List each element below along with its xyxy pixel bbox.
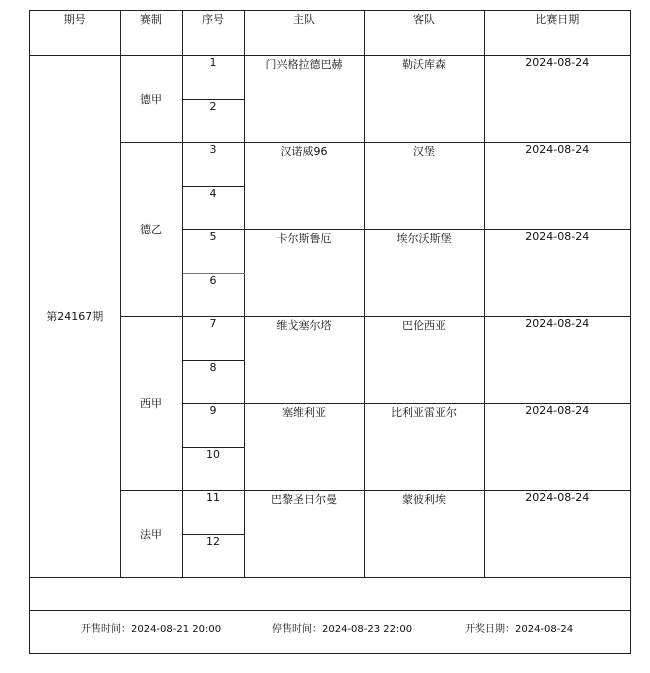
header-seq: 序号	[182, 11, 244, 55]
seq-cell: 6	[182, 273, 244, 316]
away-team: 汉堡	[364, 142, 484, 229]
seq-cell: 9	[182, 403, 244, 447]
seq-cell: 8	[182, 360, 244, 403]
league-cell: 德甲	[120, 55, 182, 142]
schedule-sheet	[29, 10, 631, 654]
header-issue: 期号	[30, 11, 120, 55]
seq-cell: 10	[182, 447, 244, 490]
away-team: 巴伦西亚	[364, 316, 484, 403]
issue-number: 第24167期	[30, 55, 120, 577]
away-team: 勒沃库森	[364, 55, 484, 142]
draw-date: 开奖日期：2024-08-24	[465, 624, 574, 635]
seq-cell: 2	[182, 99, 244, 142]
header-away: 客队	[364, 11, 484, 55]
away-team: 蒙彼利埃	[364, 490, 484, 577]
table-row	[30, 55, 630, 99]
blank-row	[30, 579, 630, 611]
match-date: 2024-08-24	[484, 316, 630, 403]
header-league: 赛制	[120, 11, 182, 55]
league-cell: 西甲	[120, 316, 182, 490]
match-date: 2024-08-24	[484, 490, 630, 577]
seq-cell: 11	[182, 490, 244, 534]
table-row	[30, 316, 630, 360]
match-date: 2024-08-24	[484, 55, 630, 142]
header-home: 主队	[244, 11, 364, 55]
home-team: 塞维利亚	[244, 403, 364, 490]
sale-info-footer	[30, 611, 630, 653]
match-date: 2024-08-24	[484, 229, 630, 316]
sale-stop-time: 停售时间：2024-08-23 22:00	[272, 624, 413, 635]
away-team: 比利亚雷亚尔	[364, 403, 484, 490]
home-team: 卡尔斯鲁厄	[244, 229, 364, 316]
header-date: 比赛日期	[484, 11, 630, 55]
seq-cell: 5	[182, 229, 244, 273]
header-row	[30, 11, 630, 55]
league-cell: 德乙	[120, 142, 182, 316]
schedule-table	[30, 11, 630, 578]
sale-start-time: 开售时间：2024-08-21 20:00	[81, 624, 222, 635]
home-team: 维戈塞尔塔	[244, 316, 364, 403]
home-team: 巴黎圣日尔曼	[244, 490, 364, 577]
away-team: 埃尔沃斯堡	[364, 229, 484, 316]
seq-cell: 7	[182, 316, 244, 360]
table-row	[30, 142, 630, 186]
league-cell: 法甲	[120, 490, 182, 577]
match-date: 2024-08-24	[484, 403, 630, 490]
home-team: 门兴格拉德巴赫	[244, 55, 364, 142]
table-row	[30, 490, 630, 534]
seq-cell: 1	[182, 55, 244, 99]
seq-cell: 3	[182, 142, 244, 186]
seq-cell: 4	[182, 186, 244, 229]
match-date: 2024-08-24	[484, 142, 630, 229]
home-team: 汉诺威96	[244, 142, 364, 229]
seq-cell: 12	[182, 534, 244, 577]
